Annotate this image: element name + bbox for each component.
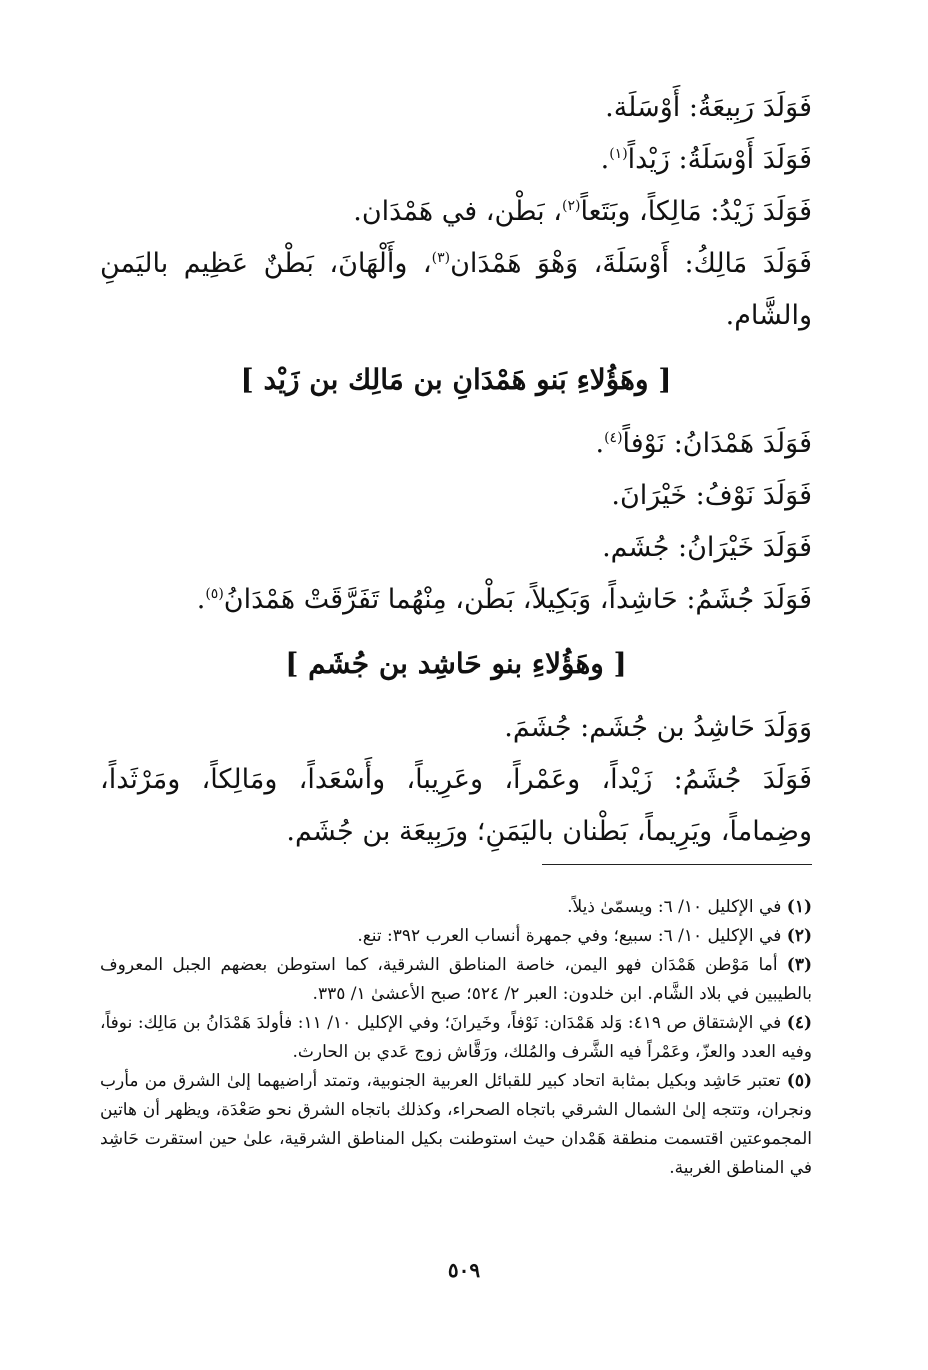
text-line-12: وضِماماً، ويَرِيماً، بَطْنان باليَمَنِ؛ ورَبِيعَة بن جُشَم. xyxy=(286,816,812,847)
text-line-3: فَوَلَدَ زَيْدُ: مَالِكاً، وبَتَعاً$^{(٢)}$، بَطْن، في هَمْدَان. xyxy=(353,196,812,227)
footnote-divider xyxy=(542,864,812,865)
main-text xyxy=(100,82,812,858)
footnote-ref-1[interactable]: (١) xyxy=(609,146,628,162)
footnote-ref-5[interactable]: (٥) xyxy=(205,586,224,602)
text-line-4: فَوَلَدَ مَالِكُ: أَوْسَلَةَ، وَهْوَ هَمْدَان$^{(٣)}$، وأَلْهَانَ، بَطْنٌ عَظِيم باليَمنِ xyxy=(100,248,812,279)
footnotes xyxy=(100,893,812,1183)
text-line-7: فَوَلَدَ نَوْفُ: خَيْرَانَ. xyxy=(611,480,812,511)
section-heading-hashid: [ وهَؤُلاءِ بنو حَاشِد بن جُشَم ] xyxy=(285,647,627,680)
footnote-1: (١) في الإكليل ١٠/ ٦: ويسمّىٰ ذيلاً. xyxy=(567,897,812,917)
text-line-10: وَوَلَدَ حَاشِدُ بن جُشَم: جُشَمَ. xyxy=(504,712,812,743)
section-heading-hamdan: [ وهَؤُلاءِ بَنو هَمْدَانِ بن مَالِك بن زَيْد ] xyxy=(240,363,672,396)
footnote-ref-4[interactable]: (٤) xyxy=(604,430,623,446)
footnote-ref-2[interactable]: (٢) xyxy=(561,198,581,214)
page-number: ٥٠٩ xyxy=(447,1258,481,1282)
footnote-ref-3[interactable]: (٣) xyxy=(431,250,451,266)
footnote-5: (٥) تعتبر حَاشِد وبكيل بمثابة اتحاد كبير للقبائل العربية الجنوبية، وتمتد أراضيهما إلىٰ الشرق من مأرب ونجران، وتتجه إلىٰ الشمال الشرقي باتجاه الصحراء، وكذلك باتجاه الشرق نحو صَعْدَة، ويظهر أن هاتين المجموعتين اقتسمت منطقة هَمْدان حيث استوطنت بكيل المناطق الشرقية، علىٰ حين استقرت حَاشِد في المناطق الغربية. xyxy=(100,1071,813,1178)
footnote-4: (٤) في الإشتقاق ص ٤١٩: وَلد هَمْدَان: نَوْفاً، وخَيرانَ؛ وفي الإكليل ١٠/ ١١: فأولدَ هَمْدَانُ بن مَالِك: نوفاً، وفيه العدد والعزّ، وعَمْراً فيه الشَّرف والمُلك، ورَقَّاش زوج عَدي بن الحارث. xyxy=(100,1013,812,1062)
footnote-3: (٣) أما مَوْطن هَمْدَان فهو اليمن، خاصة المناطق الشرقية، كما استوطن بعضهم الجبل المعروف بالطيبين في بلاد الشَّام. ابن خلدون: العبر ٢/ ٥٢٤؛ صبح الأعشىٰ ١/ ٣٣٥. xyxy=(100,955,812,1004)
text-line-6: فَوَلَدَ هَمْدَانُ: نَوْفاً$^{(٤)}$. xyxy=(595,428,812,459)
text-line-9: فَوَلَدَ جُشَمُ: حَاشِداً، وَبَكِيلاً، بَطْن، مِنْهُما تَفَرَّقَتْ هَمْدَانُ$^{(٥)}$. xyxy=(196,584,812,615)
footnote-2: (٢) في الإكليل ١٠/ ٦: سبيع؛ وفي جمهرة أنساب العرب ٣٩٢: تنع. xyxy=(357,926,812,946)
text-line-2: فَوَلَدَ أَوْسَلَةُ: زَيْداً$^{(١)}$. xyxy=(600,144,812,175)
text-line-8: فَوَلَدَ خَيْرَانُ: جُشَم. xyxy=(602,532,812,563)
text-line-11: فَوَلَدَ جُشَمُ: زَيْداً، وعَمْراً، وعَرِيباً، وأَسْعَداً، ومَالِكاً، ومَرْثَداً، xyxy=(100,764,812,795)
text-line-5: والشَّام. xyxy=(725,300,812,331)
text-line-1: فَوَلَدَ رَبِيعَةُ: أَوْسَلَة. xyxy=(605,92,812,123)
